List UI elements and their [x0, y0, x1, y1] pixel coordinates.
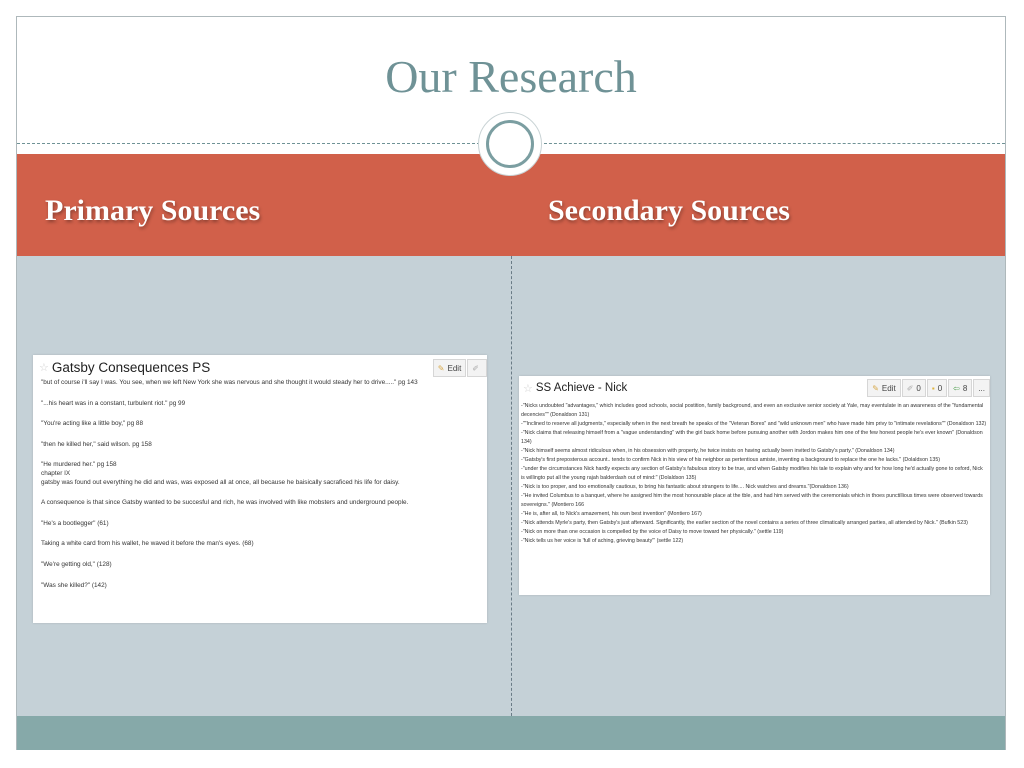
secondary-sources-card	[519, 376, 990, 595]
slide-title: Our Research	[385, 51, 637, 102]
card-title: Gatsby Consequences PS	[51, 359, 211, 375]
star-icon[interactable]: ☆	[39, 361, 49, 374]
bookmark-count: 0	[916, 383, 921, 393]
quote-paragraph: "but of course i'll say I was. You see, when we left New York she was nervous and she thought it would steady her to drive....." pg 143	[41, 379, 418, 386]
star-icon[interactable]: ☆	[523, 382, 533, 395]
bookmark-icon: ✐	[906, 383, 914, 393]
title-divider-right	[539, 143, 1005, 144]
quote-line: -"Nick on more than one occasion is compelled by the voice of Daisy to move toward her physically." (settle 119)	[521, 529, 784, 535]
share-count: 8	[962, 383, 968, 393]
quote-line: gatsby was found out everything he did and was, was exposed all at once, all because he baisically sacraficed his life for daisy.	[41, 478, 400, 486]
comment-count: 0	[937, 383, 943, 393]
more-label: ...	[978, 383, 985, 393]
comment-icon: ▪	[931, 383, 935, 393]
divider-circle-icon	[486, 120, 534, 168]
card-body	[33, 379, 487, 590]
quote-paragraph: A consequence is that since Gatsby wanted to be succesful and rich, he was involved with like mobsters and underground people.	[41, 499, 409, 507]
bookmark-button[interactable]	[467, 359, 487, 377]
card-header	[33, 355, 487, 379]
quote-line: -"under the circumstances Nick hardly expects any section of Gatsby's fabulous story to be true, and when Gatsby modifies his tale to explain why and for how long he'd actually gone to oxford, Nick is willingto put all the young rajah balderdash out of mind:" (Dolaldson 135)	[521, 466, 983, 481]
quote-line: "He murdered her." pg 158	[41, 461, 117, 469]
quote-line: -"Gatsby's first preposterous account.. tends to confirm Nick in his view of his neighbor as pertentious amiste, inventing a background to replace the one he lacks." (Dolaldson 135)	[521, 457, 941, 463]
quote-line: -"Nick claims that releasing himself from a "vague understanding" with the girl back home before pursuing another with Jordon makes him one of the few honest people he's ever known" (Donaldson 134)	[521, 430, 983, 445]
bookmark-button[interactable]	[902, 379, 926, 397]
edit-button[interactable]	[433, 359, 467, 377]
quote-paragraph: "...his heart was in a constant, turbulent riot." pg 99	[41, 399, 186, 407]
quote-line: -""Inclined to reserve all judgments," especially when in the next breath he speaks of the "Veteran Bores" and "wild unknown men" who have made him privy to "intimate revelations"" (Donaldson 132)	[521, 421, 987, 427]
bookmark-icon: ✐	[472, 363, 479, 373]
quote-paragraph: "then he killed her," said wilson. pg 158	[41, 440, 152, 448]
card-header	[519, 376, 990, 400]
quote-paragraph: "He's a bootlegger" (61)	[41, 519, 109, 527]
quote-line: -"Nicks undoubted "advantages," which includes good schools, social postition, family background, and even an exclusive senior society at Yale, may eventulate in an awareness of the "fundamental decencies"" (Donaldson 131)	[521, 403, 984, 418]
comment-button[interactable]	[927, 379, 947, 397]
card-toolbar	[432, 359, 487, 377]
card-title: SS Achieve - Nick	[535, 382, 628, 394]
quote-line: -"Nick tells us her voice is 'full of aching, grieving beauty'" (settle 122)	[521, 538, 684, 544]
quote-line: -"Nick attends Myrle's party, then Gatsby's just afterward. Significantly, the earlier section of the novel contains a series of three climatically arranged parties, all attended by Nick." (Bufkin 523)	[521, 520, 968, 526]
quote-line: -"Nick is too proper, and too emotionally cautious, to bring his fantastic about strangers to life.... Nick watches and dreams."(Donaldson 136)	[521, 484, 849, 490]
quote-line: -"He invited Columbus to a banquet, where he assigned him the most honourable place at the tble, and had him served with the ceremonials which in thoes punctillious times were observed towards sovereigns." (Montiero 166	[521, 493, 983, 508]
quote-line: -"He is, after all, to Nick's amazement, his own best invention" (Montiero 167)	[521, 511, 702, 517]
quote-paragraph: "You're acting like a little boy," pg 88	[41, 420, 144, 428]
edit-button[interactable]	[867, 379, 901, 397]
quote-paragraph	[41, 461, 479, 487]
title-divider-left	[17, 143, 485, 144]
primary-sources-card	[33, 355, 487, 623]
quote-line: -"Nick himself seems almost ridiculous when, in his obsession with property, he twice insists on having actually been invited to Gatsby's party." (Donaldson 134)	[521, 448, 895, 454]
quote-paragraph: "We're getting old," (128)	[41, 560, 112, 568]
quote-paragraph: Taking a white card from his wallet, he waved it before the man's eyes. (68)	[41, 540, 254, 548]
footer-band	[17, 716, 1005, 750]
edit-label: Edit	[447, 363, 462, 373]
edit-label: Edit	[881, 383, 896, 393]
quote-line: chapter IX	[41, 469, 71, 477]
more-button[interactable]	[973, 379, 990, 397]
primary-sources-heading: Primary Sources	[45, 194, 261, 227]
card-toolbar	[866, 379, 990, 397]
share-button[interactable]	[948, 379, 972, 397]
share-icon: ⇦	[953, 383, 960, 393]
edit-icon: ✎	[437, 363, 445, 373]
secondary-sources-heading: Secondary Sources	[548, 194, 790, 227]
edit-icon: ✎	[872, 383, 879, 393]
card-body	[519, 400, 990, 546]
column-divider	[511, 256, 512, 716]
quote-paragraph: "Was she killed?" (142)	[41, 581, 107, 589]
